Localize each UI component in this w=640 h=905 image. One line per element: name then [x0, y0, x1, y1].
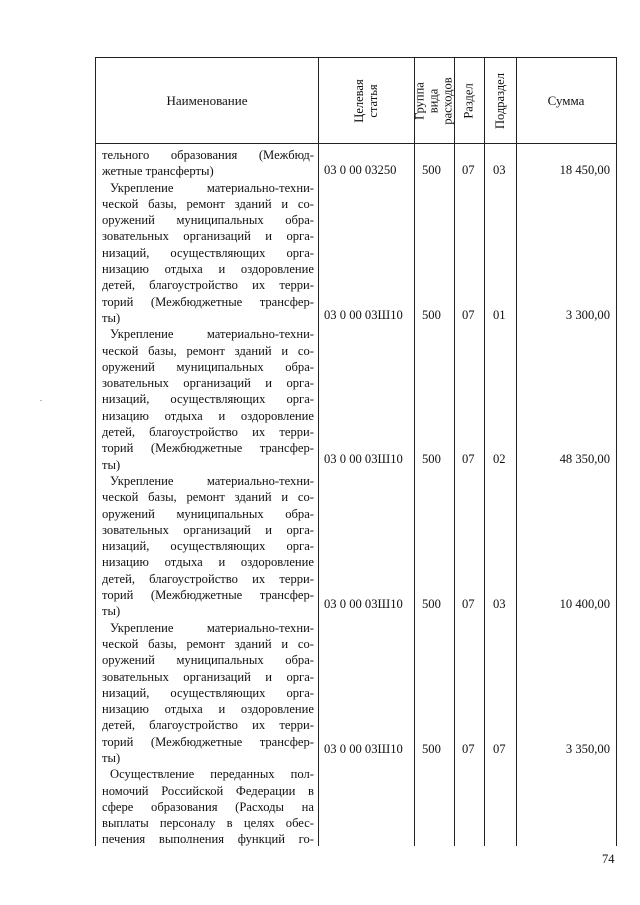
name-line: оружений муниципальных обра-: [102, 213, 314, 228]
name-line: низаций, осуществляющих орга-: [102, 245, 314, 260]
name-line: жетные трансферты): [102, 164, 214, 179]
name-line: ческой базы, ремонт зданий и со-: [102, 343, 314, 358]
name-line: торий (Межбюджетные трансфер-: [102, 588, 314, 603]
name-line: Осуществление переданных пол-: [110, 767, 314, 782]
name-line: низацию отдыха и оздоровление: [102, 408, 314, 423]
row-name: [102, 326, 314, 473]
row-name: [102, 180, 314, 327]
header-name-label: Наименование: [166, 92, 248, 108]
name-line: зовательных организаций и орга-: [102, 376, 314, 391]
sum-value: 48 350,00: [559, 452, 610, 466]
expense-group-value: 500: [422, 742, 441, 756]
subsection-value: 07: [493, 742, 506, 756]
sum-value: 18 450,00: [559, 163, 610, 177]
sum-value: 3 350,00: [565, 742, 610, 756]
name-line: ты): [102, 604, 121, 619]
budget-table: [95, 57, 617, 846]
name-line: выплаты персоналу в целях обес-: [102, 816, 314, 831]
name-line: торий (Межбюджетные трансфер-: [102, 734, 314, 749]
target-article-value: 03 0 00 03Ш10: [324, 597, 403, 611]
name-line: Укрепление материально-техни-: [110, 473, 314, 488]
column-divider: [484, 58, 485, 846]
name-line: детей, благоустройство их терри-: [102, 425, 314, 440]
subsection-value: 01: [493, 308, 506, 322]
name-line: низаций, осуществляющих орга-: [102, 685, 314, 700]
name-line: низаций, осуществляющих орга-: [102, 539, 314, 554]
subsection-value: 03: [493, 163, 506, 177]
section-value: 07: [462, 452, 475, 466]
name-line: сфере образования (Расходы на: [102, 799, 314, 814]
section-value: 07: [462, 163, 475, 177]
column-divider: [516, 58, 517, 846]
name-line: низацию отдыха и оздоровление: [102, 555, 314, 570]
expense-group-value: 500: [422, 163, 441, 177]
expense-group-value: 500: [422, 597, 441, 611]
name-line: номочий Российской Федерации в: [102, 783, 314, 798]
name-line: оружений муниципальных обра-: [102, 506, 314, 521]
row-name: [102, 766, 314, 847]
column-divider: [414, 58, 415, 846]
header-name: [96, 58, 318, 143]
column-divider: [318, 58, 319, 846]
header-sum: [516, 58, 616, 143]
name-line: ты): [102, 750, 121, 765]
sum-value: 3 300,00: [565, 308, 610, 322]
row-name: [102, 620, 314, 767]
scan-speck: [40, 400, 42, 401]
header-target: [318, 58, 414, 143]
name-line: детей, благоустройство их терри-: [102, 278, 314, 293]
header-section: [454, 58, 484, 143]
section-value: 07: [462, 308, 475, 322]
target-article-value: 03 0 00 03Ш10: [324, 452, 403, 466]
name-line: торий (Межбюджетные трансфер-: [102, 441, 314, 456]
row-name: [102, 473, 314, 620]
section-value: 07: [462, 597, 475, 611]
name-line: ческой базы, ремонт зданий и со-: [102, 490, 314, 505]
name-line: ты): [102, 310, 121, 325]
name-line: зовательных организаций и орга-: [102, 669, 314, 684]
header-section-label: Раздел: [462, 82, 477, 119]
name-line: зовательных организаций и орга-: [102, 229, 314, 244]
table-header: [96, 58, 616, 144]
name-line: печения выполнения функций го-: [102, 832, 314, 847]
column-divider: [454, 58, 455, 846]
expense-group-value: 500: [422, 308, 441, 322]
header-subsection: [484, 58, 516, 143]
header-subsection-label: Подраздел: [493, 72, 507, 129]
header-sum-label: Сумма: [547, 92, 585, 108]
sum-value: 10 400,00: [559, 597, 610, 611]
name-line: детей, благоустройство их терри-: [102, 718, 314, 733]
section-value: 07: [462, 742, 475, 756]
name-line: тельного образования (Межбюд-: [102, 148, 314, 162]
name-line: низаций, осуществляющих орга-: [102, 392, 314, 407]
name-line: ты): [102, 457, 121, 472]
name-line: зовательных организаций и орга-: [102, 522, 314, 537]
name-column: [102, 147, 314, 848]
name-line: Укрепление материально-техни-: [110, 327, 314, 342]
name-line: торий (Межбюджетные трансфер-: [102, 294, 314, 309]
name-line: ческой базы, ремонт зданий и со-: [102, 196, 314, 211]
name-line: Укрепление материально-техни-: [110, 180, 314, 195]
name-line: низацию отдыха и оздоровление: [102, 262, 314, 277]
page-number: 74: [602, 852, 615, 866]
name-line: Укрепление материально-техни-: [110, 620, 314, 635]
subsection-value: 03: [493, 597, 506, 611]
target-article-value: 03 0 00 03Ш10: [324, 742, 403, 756]
name-line: оружений муниципальных обра-: [102, 359, 314, 374]
header-expense-group-label: Группа вида расходов: [413, 76, 456, 125]
name-line: низацию отдыха и оздоровление: [102, 702, 314, 717]
subsection-value: 02: [493, 452, 506, 466]
expense-group-value: 500: [422, 452, 441, 466]
row-name: [102, 147, 314, 180]
header-expense-group: [414, 58, 454, 143]
target-article-value: 03 0 00 03250: [324, 163, 397, 177]
header-target-label: Целевая статья: [352, 78, 380, 123]
name-line: ческой базы, ремонт зданий и со-: [102, 636, 314, 651]
target-article-value: 03 0 00 03Ш10: [324, 308, 403, 322]
name-line: оружений муниципальных обра-: [102, 653, 314, 668]
name-line: детей, благоустройство их терри-: [102, 571, 314, 586]
